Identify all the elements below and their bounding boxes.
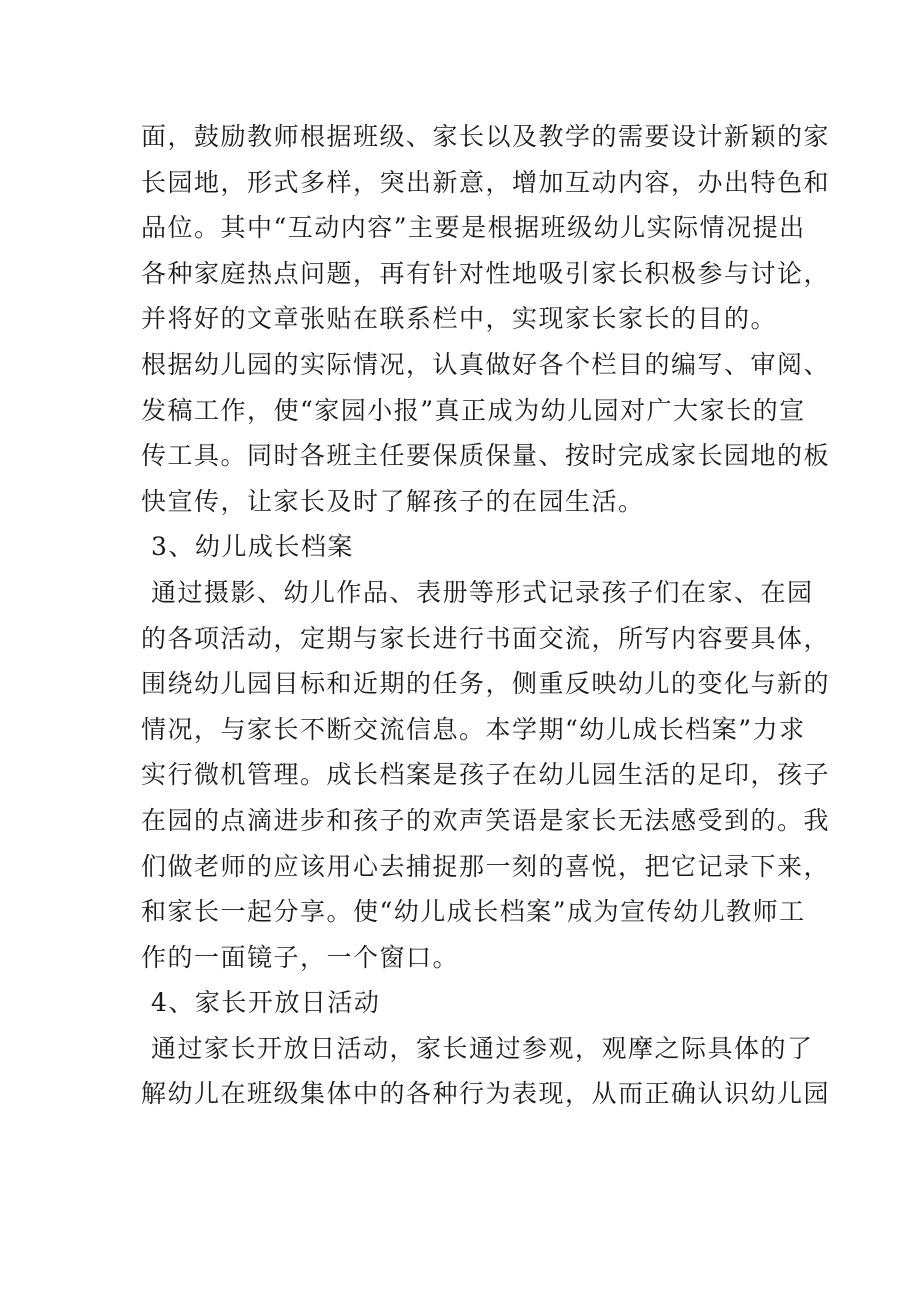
text-line: 根据幼儿园的实际情况，认真做好各个栏目的编写、审阅、 bbox=[141, 349, 831, 379]
text-line: 作的一面镜子，一个窗口。 bbox=[141, 942, 460, 972]
text-line: 通过摄影、幼儿作品、表册等形式记录孩子们在家、在园 bbox=[151, 577, 814, 607]
text-line: 在园的点滴进步和孩子的欢声笑语是家长无法感受到的。我 bbox=[141, 805, 831, 835]
text-line: 的各项活动，定期与家长进行书面交流，所写内容要具体， bbox=[141, 623, 831, 653]
text-line: 长园地，形式多样，突出新意，增加互动内容，办出特色和 bbox=[141, 167, 831, 197]
text-line: 们做老师的应该用心去捕捉那一刻的喜悦，把它记录下来， bbox=[141, 851, 831, 881]
document-body bbox=[141, 114, 831, 1117]
text-line: 并将好的文章张贴在联系栏中，实现家长家长的目的。 bbox=[141, 304, 778, 334]
text-line: 面，鼓励教师根据班级、家长以及教学的需要设计新颖的家 bbox=[141, 122, 831, 151]
text-line: 发稿工作，使“家园小报”真正成为幼儿园对广大家长的宣 bbox=[141, 395, 806, 425]
text-line: 和家长一起分享。使“幼儿成长档案”成为宣传幼儿教师工 bbox=[141, 897, 806, 927]
text-line: 情况，与家长不断交流信息。本学期“幼儿成长档案”力求 bbox=[141, 714, 806, 744]
text-line: 品位。其中“互动内容”主要是根据班级幼儿实际情况提出 bbox=[141, 213, 806, 243]
text-line: 各种家庭热点问题，再有针对性地吸引家长积极参与讨论， bbox=[141, 258, 831, 288]
text-line: 4、家长开放日活动 bbox=[151, 988, 381, 1018]
text-line: 传工具。同时各班主任要保质保量、按时完成家长园地的板 bbox=[141, 441, 831, 471]
text-line: 快宣传，让家长及时了解孩子的在园生活。 bbox=[141, 486, 645, 516]
text-line: 围绕幼儿园目标和近期的任务，侧重反映幼儿的变化与新的 bbox=[141, 669, 831, 699]
text-line: 实行微机管理。成长档案是孩子在幼儿园生活的足印，孩子 bbox=[141, 760, 831, 790]
text-line: 通过家长开放日活动，家长通过参观，观摩之际具体的了 bbox=[151, 1033, 814, 1063]
text-line: 3、幼儿成长档案 bbox=[151, 532, 354, 562]
text-line: 解幼儿在班级集体中的各种行为表现，从而正确认识幼儿园 bbox=[141, 1079, 831, 1109]
